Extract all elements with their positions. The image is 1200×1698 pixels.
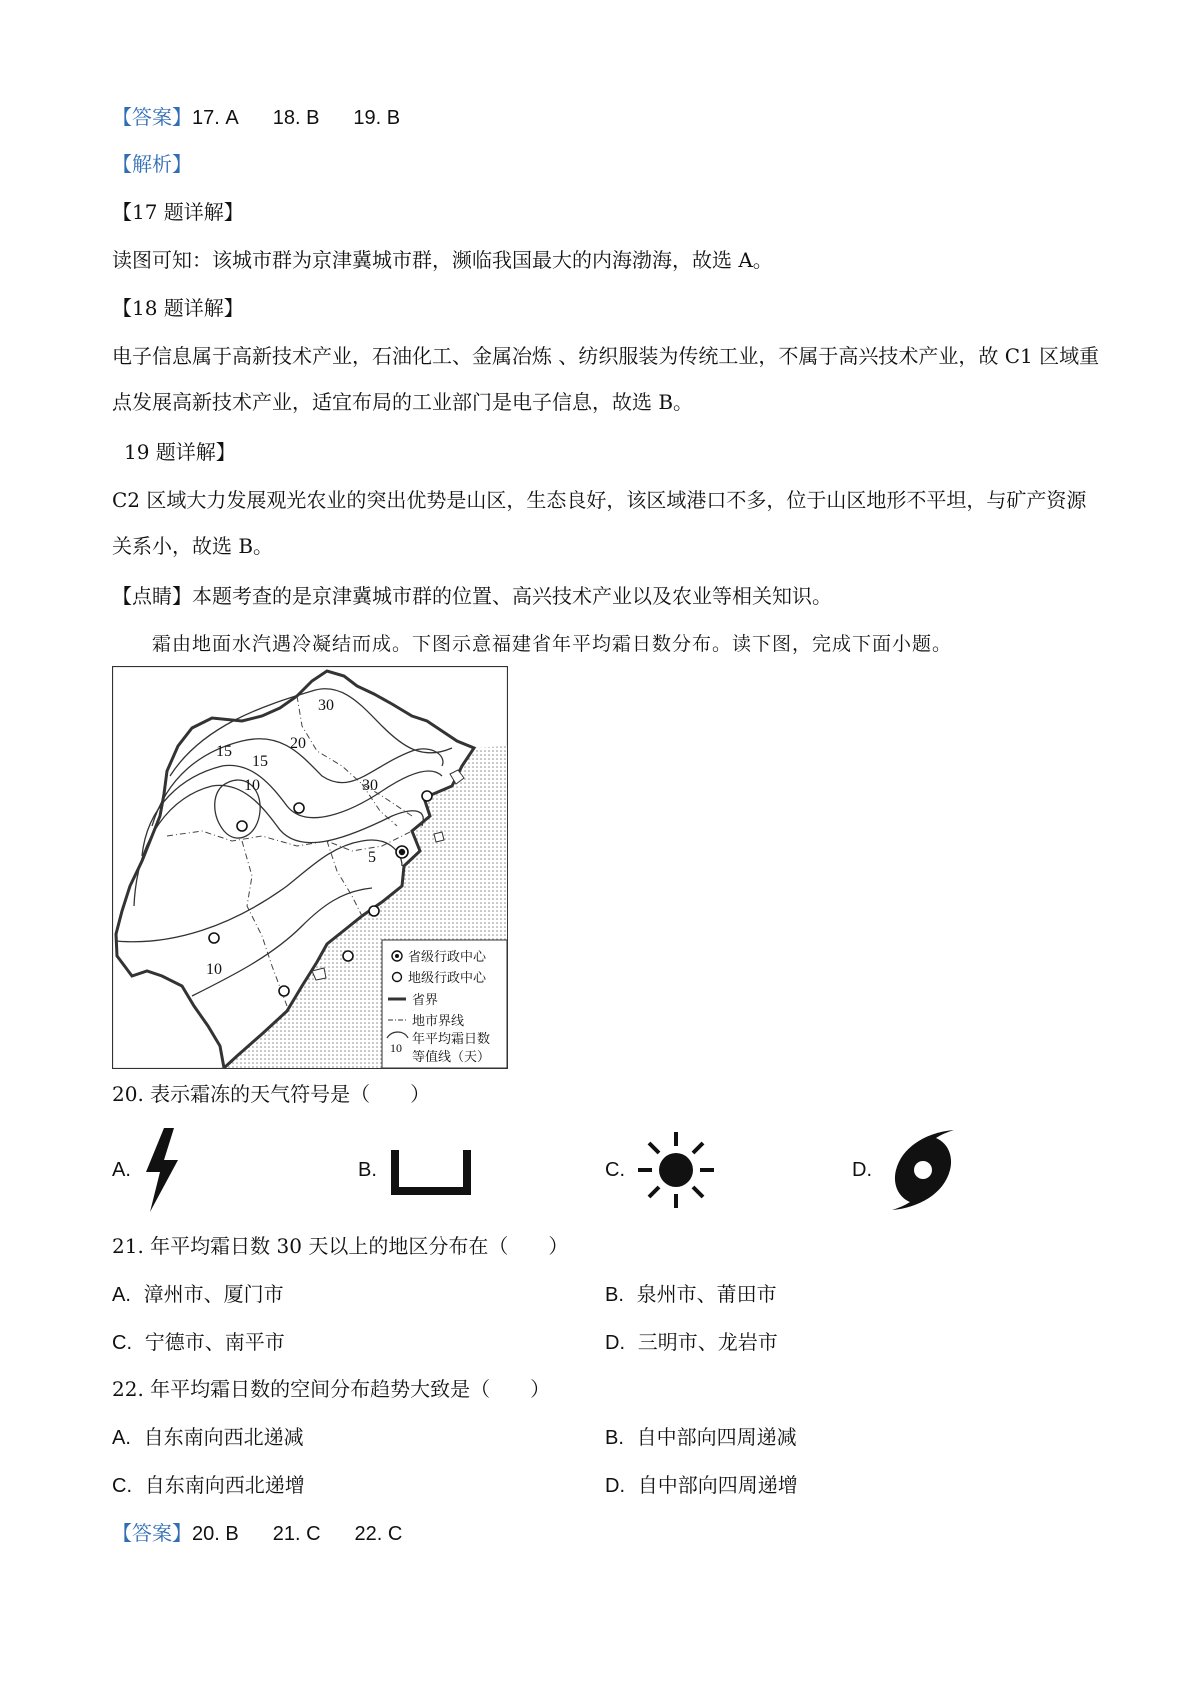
option-text: 自东南向西北递减 bbox=[143, 1425, 304, 1449]
option-text: 宁德市、南平市 bbox=[144, 1330, 285, 1354]
q18-text: 电子信息属于高新技术产业，石油化工、金属冶炼 、纺织服装为传统工业，不属于高兴技术产业，故 C1 区域重点发展高新技术产业，适宜布局的工业部门是电子信息，故选 B。 bbox=[112, 344, 1100, 414]
option-text: 漳州市、厦门市 bbox=[143, 1282, 284, 1306]
q21-option-d[interactable] bbox=[605, 1328, 778, 1357]
answer-line-1 bbox=[112, 103, 400, 132]
option-text: 三明市、龙岩市 bbox=[637, 1330, 778, 1354]
q22-option-a[interactable] bbox=[112, 1423, 304, 1452]
contour-label: 10 bbox=[206, 961, 222, 978]
option-text: 自东南向西北递增 bbox=[144, 1473, 305, 1497]
analysis-label: 【解析】 bbox=[112, 152, 192, 176]
lightning-icon bbox=[142, 1128, 182, 1216]
prefecture-center bbox=[279, 986, 289, 996]
legend-prefecture: 地级行政中心 bbox=[408, 971, 487, 986]
answer-line-2 bbox=[112, 1519, 402, 1548]
fujian-frost-map bbox=[112, 666, 508, 1069]
q20-stem: 20. 表示霜冻的天气符号是（ ） bbox=[112, 1082, 431, 1106]
option-text: 自中部向四周递增 bbox=[637, 1473, 798, 1497]
q19-title: 19 题详解】 bbox=[124, 440, 236, 464]
answer-item: 19. B bbox=[353, 107, 401, 129]
answer-item: 20. B bbox=[192, 1523, 239, 1545]
option-label: D. bbox=[605, 1332, 625, 1354]
q20-option-d-label: D. bbox=[852, 1159, 872, 1181]
q21-option-b[interactable] bbox=[605, 1280, 777, 1309]
option-label: A. bbox=[112, 1284, 131, 1306]
q22-option-d[interactable] bbox=[605, 1471, 798, 1500]
legend-city-border: 地市界线 bbox=[412, 1014, 465, 1029]
option-text: 自中部向四周递减 bbox=[636, 1425, 797, 1449]
intro-text: 霜由地面水汽遇冷凝结而成。下图示意福建省年平均霜日数分布。读下图，完成下面小题。 bbox=[152, 633, 953, 655]
answer-item: 21. C bbox=[272, 1523, 321, 1545]
answer-item: 17. A bbox=[192, 107, 239, 129]
answer-label: 【答案】 bbox=[112, 105, 192, 129]
contour-label: 30 bbox=[318, 697, 334, 714]
answer-label: 【答案】 bbox=[112, 1521, 192, 1545]
dianjing-note: 【点睛】本题考查的是京津冀城市群的位置、高兴技术产业以及农业等相关知识。 bbox=[112, 584, 832, 608]
prefecture-center bbox=[422, 791, 432, 801]
prefecture-center bbox=[294, 803, 304, 813]
q21-stem: 21. 年平均霜日数 30 天以上的地区分布在（ ） bbox=[112, 1234, 569, 1258]
q21-option-a[interactable] bbox=[112, 1280, 284, 1309]
q22-option-c[interactable] bbox=[112, 1471, 305, 1500]
q21-option-c[interactable] bbox=[112, 1328, 285, 1357]
map-legend bbox=[382, 940, 507, 1068]
q22-stem: 22. 年平均霜日数的空间分布趋势大致是（ ） bbox=[112, 1377, 551, 1401]
frost-symbol-icon bbox=[390, 1148, 472, 1200]
legend-province-border: 省界 bbox=[412, 993, 439, 1008]
q20-option-c-label: C. bbox=[605, 1159, 625, 1181]
sun-icon bbox=[636, 1130, 716, 1214]
q18-title: 【18 题详解】 bbox=[112, 296, 244, 320]
contour-label: 15 bbox=[216, 743, 232, 760]
contour-label: 15 bbox=[252, 753, 268, 770]
contour-label: 5 bbox=[368, 849, 376, 866]
prefecture-center bbox=[343, 951, 353, 961]
legend-isoline-value: 10 bbox=[390, 1041, 402, 1055]
prefecture-center bbox=[369, 906, 379, 916]
q22-option-b[interactable] bbox=[605, 1423, 797, 1452]
option-label: D. bbox=[605, 1475, 625, 1497]
option-label: A. bbox=[112, 1427, 131, 1449]
provincial-center-dot bbox=[400, 850, 405, 855]
option-text: 泉州市、莆田市 bbox=[636, 1282, 777, 1306]
map-svg bbox=[112, 666, 508, 1069]
legend-provincial: 省级行政中心 bbox=[408, 950, 487, 965]
q20-option-a-label: A. bbox=[112, 1159, 131, 1181]
prefecture-center bbox=[209, 933, 219, 943]
answer-item: 22. C bbox=[354, 1523, 403, 1545]
answer-item: 18. B bbox=[272, 107, 320, 129]
legend-isoline-line1: 年平均霜日数 bbox=[412, 1032, 491, 1047]
contour-label: 20 bbox=[290, 735, 306, 752]
prefecture-center bbox=[237, 821, 247, 831]
contour-label: 10 bbox=[244, 777, 260, 794]
legend-isoline-line2: 等值线（天） bbox=[412, 1050, 491, 1065]
q19-text: C2 区域大力发展观光农业的突出优势是山区，生态良好，该区域港口不多，位于山区地形不平坦，与矿产资源关系小，故选 B。 bbox=[112, 488, 1087, 558]
q17-title: 【17 题详解】 bbox=[112, 200, 244, 224]
option-label: B. bbox=[605, 1284, 624, 1306]
q20-option-b-label: B. bbox=[358, 1159, 377, 1181]
contour-label: 30 bbox=[362, 777, 378, 794]
q17-text: 读图可知：该城市群为京津冀城市群，濒临我国最大的内海渤海，故选 A。 bbox=[112, 248, 773, 272]
typhoon-icon bbox=[888, 1128, 958, 1216]
option-label: C. bbox=[112, 1332, 132, 1354]
option-label: B. bbox=[605, 1427, 624, 1449]
option-label: C. bbox=[112, 1475, 132, 1497]
